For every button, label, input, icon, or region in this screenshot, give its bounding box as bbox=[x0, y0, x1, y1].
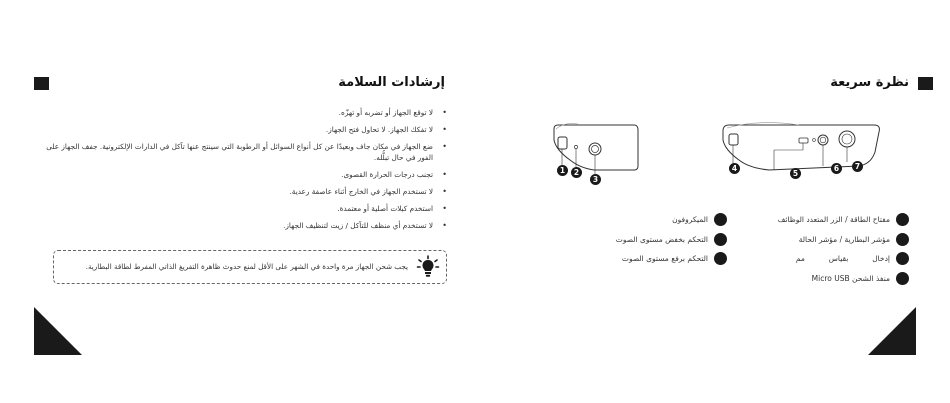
safety-item: • لا تستخدم أي منظف للتآكل / زيت لتنظيف الجهاز. bbox=[37, 221, 447, 232]
safety-title: إرشادات السلامة bbox=[338, 75, 445, 90]
corner-decoration bbox=[868, 307, 916, 355]
legend-item: منفذ الشحن Micro USB bbox=[778, 272, 909, 292]
tip-box bbox=[53, 250, 447, 284]
legend-item: التحكم بخفض مستوى الصوت bbox=[616, 233, 727, 253]
callout-2: 2 bbox=[571, 167, 582, 178]
callout-5: 5 bbox=[790, 168, 801, 179]
callout-1: 1 bbox=[557, 165, 568, 176]
legend-dot bbox=[896, 233, 909, 246]
safety-list bbox=[37, 108, 447, 238]
safety-item: • لا تفكك الجهاز. لا تحاول فتح الجهاز. bbox=[37, 125, 447, 136]
legend-dot bbox=[714, 252, 727, 265]
legend-item: إدخال بقياس مم bbox=[778, 252, 909, 272]
safety-item: • لا توقع الجهاز أو تضربه أو تهزّه. bbox=[37, 108, 447, 119]
legend-dot bbox=[714, 213, 727, 226]
legend-item: التحكم برفع مستوى الصوت bbox=[616, 252, 727, 272]
safety-item: • استخدم كبلات أصلية أو معتمدة. bbox=[37, 204, 447, 215]
legend-dot bbox=[896, 272, 909, 285]
safety-item: • ضع الجهاز في مكان جاف وبعيدًا عن كل أنواع السوائل أو الرطوبة التي سينتج عنها تآكل في الدارات الإلكترونية. جفف الجهاز على الفور في حال تبلُّله. bbox=[37, 142, 447, 163]
legend-item: مفتاح الطاقة / الزر المتعدد الوظائف bbox=[778, 213, 909, 233]
section-marker-square bbox=[918, 77, 933, 90]
legend-dot bbox=[896, 213, 909, 226]
legend-item: الميكروفون bbox=[616, 213, 727, 233]
lightbulb-icon bbox=[416, 255, 440, 279]
callout-7: 7 bbox=[852, 161, 863, 172]
safety-item: • لا تستخدم الجهاز في الخارج أثناء عاصفة رعدية. bbox=[37, 187, 447, 198]
legend-dot bbox=[714, 233, 727, 246]
tip-text: يجب شحن الجهاز مرة واحدة في الشهر على الأقل لمنع حدوث ظاهرة التفريغ الذاتي المفرط لطاقة البطارية. bbox=[85, 262, 408, 271]
corner-decoration bbox=[34, 307, 82, 355]
overview-page bbox=[475, 0, 950, 403]
callout-6: 6 bbox=[831, 163, 842, 174]
callout-4: 4 bbox=[729, 163, 740, 174]
legend-item: مؤشر البطارية / مؤشر الحالة bbox=[778, 233, 909, 253]
device-rear-illustration bbox=[719, 120, 889, 190]
legend-dot bbox=[896, 252, 909, 265]
callout-3: 3 bbox=[590, 174, 601, 185]
safety-item: • تجنب درجات الحرارة القصوى. bbox=[37, 170, 447, 181]
overview-title: نظرة سريعة bbox=[830, 75, 909, 90]
legend-right bbox=[778, 213, 909, 291]
legend-left bbox=[616, 213, 727, 272]
section-marker-square bbox=[34, 77, 49, 90]
